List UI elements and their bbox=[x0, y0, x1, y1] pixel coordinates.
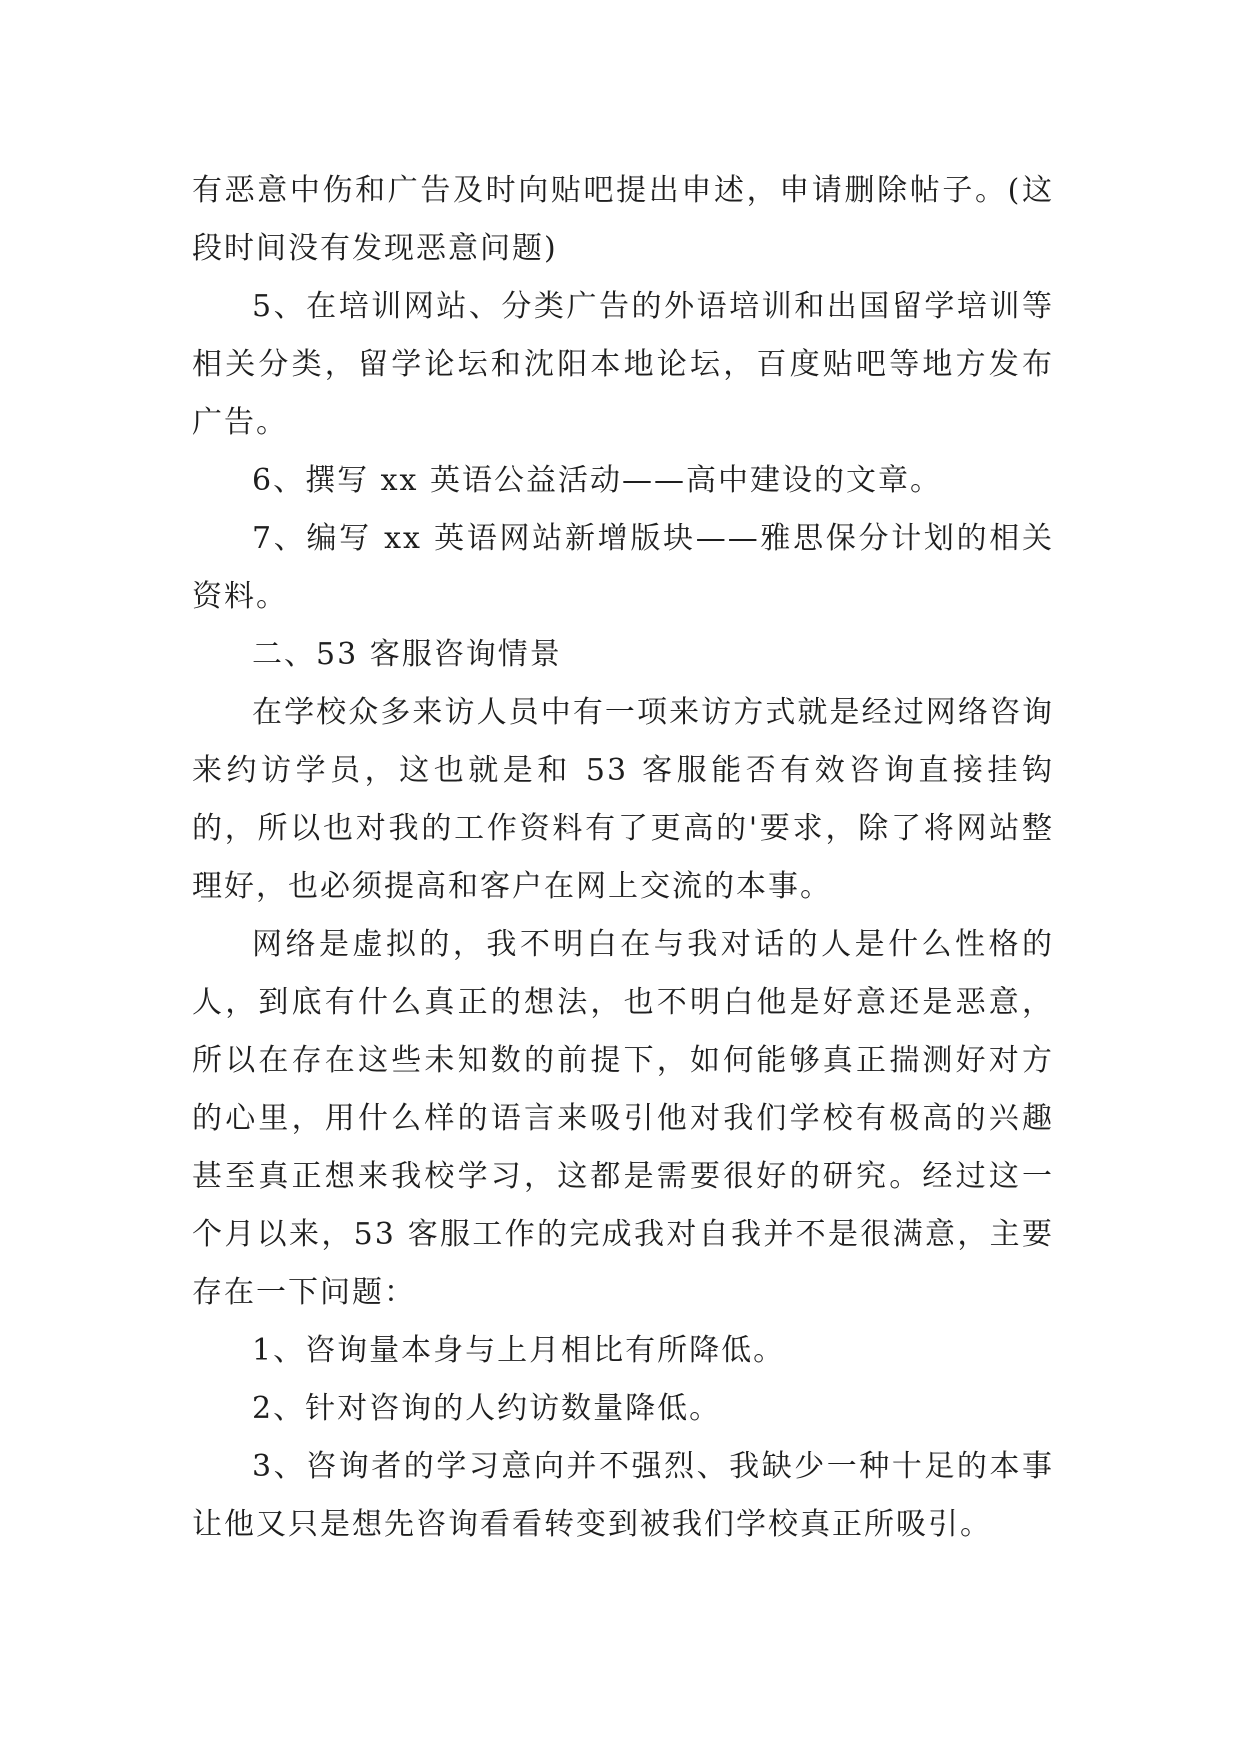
paragraph-item-7: 7、编写 xx 英语网站新增版块——雅思保分计划的相关资料。 bbox=[192, 521, 1054, 614]
section-heading-53-service: 二、53 客服咨询情景 bbox=[252, 637, 562, 672]
document-body bbox=[192, 162, 1054, 1554]
paragraph-item-5: 5、在培训网站、分类广告的外语培训和出国留学培训等相关分类，留学论坛和沈阳本地论坛，百度贴吧等地方发布广告。 bbox=[192, 289, 1054, 440]
paragraph-consulting-intro: 在学校众多来访人员中有一项来访方式就是经过网络咨询来约访学员，这也就是和 53 客服能否有效咨询直接挂钩的，所以也对我的工作资料有了更高的'要求，除了将网站整理好，也必须提高和客户在网上交流的本事。 bbox=[192, 695, 1054, 904]
paragraph-appeal-note: 有恶意中伤和广告及时向贴吧提出申述，申请删除帖子。(这段时间没有发现恶意问题) bbox=[192, 173, 1054, 266]
paragraph-network-analysis: 网络是虚拟的，我不明白在与我对话的人是什么性格的人，到底有什么真正的想法，也不明白他是好意还是恶意，所以在存在这些未知数的前提下，如何能够真正揣测好对方的心里，用什么样的语言来吸引他对我们学校有极高的兴趣甚至真正想来我校学习，这都是需要很好的研究。经过这一个月以来，53 客服工作的完成我对自我并不是很满意，主要存在一下问题： bbox=[192, 927, 1054, 1310]
problem-item-1: 1、咨询量本身与上月相比有所降低。 bbox=[252, 1333, 786, 1368]
problem-item-2: 2、针对咨询的人约访数量降低。 bbox=[252, 1391, 722, 1426]
paragraph-item-6: 6、撰写 xx 英语公益活动——高中建设的文章。 bbox=[252, 463, 942, 498]
problem-item-3: 3、咨询者的学习意向并不强烈、我缺少一种十足的本事让他又只是想先咨询看看转变到被我们学校真正所吸引。 bbox=[192, 1449, 1054, 1542]
